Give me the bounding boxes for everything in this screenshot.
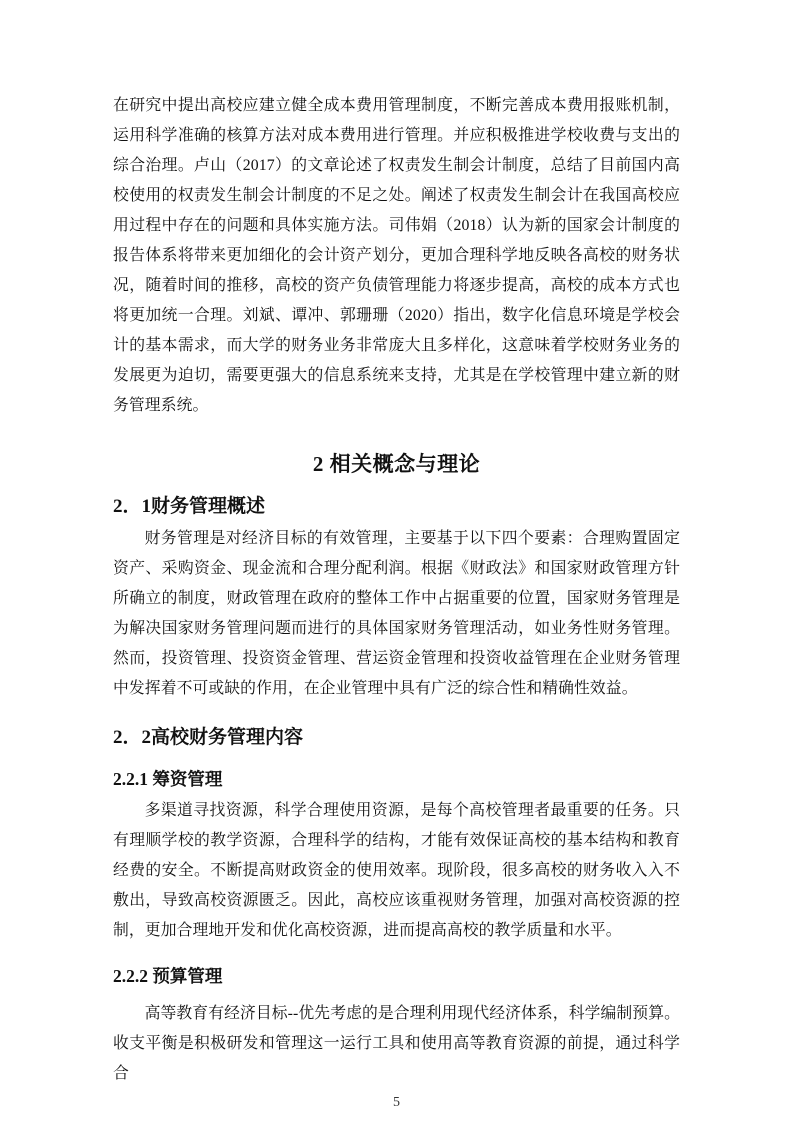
subsection-heading-2-2-2: 2.2.2 预算管理 — [113, 966, 223, 986]
section-heading-2-1: 2．1财务管理概述 — [113, 496, 266, 517]
page-number: 5 — [393, 1095, 400, 1110]
subsection-2-2-2-paragraph: 高等教育有经济目标--优先考虑的是合理利用现代经济体系，科学编制预算。收支平衡是积极研发和管理这一运行工具和使用高等教育资源的前提，通过科学合 — [113, 1005, 680, 1082]
subsection-heading-2-2-1: 2.2.1 筹资管理 — [113, 769, 223, 789]
section-2-1-paragraph: 财务管理是对经济目标的有效管理，主要基于以下四个要素：合理购置固定资产、采购资金、现金流和合理分配利润。根据《财政法》和国家财政管理方针所确立的制度，财政管理在政府的整体工作中占据重要的位置，国家财务管理是为解决国家财务管理问题而进行的具体国家财务管理活动，如业务性财务管理。然而，投资管理、投资资金管理、营运资金管理和投资收益管理在企业财务管理中发挥着不可或缺的作用，在企业管理中具有广泛的综合性和精确性效益。 — [113, 530, 680, 697]
subsection-2-2-1-paragraph: 多渠道寻找资源，科学合理使用资源，是每个高校管理者最重要的任务。只有理顺学校的教学资源，合理科学的结构，才能有效保证高校的基本结构和教育经费的安全。不断提高财政资金的使用效率。现阶段，很多高校的财务收入入不敷出，导致高校资源匮乏。因此，高校应该重视财务管理，加强对高校资源的控制，更加合理地开发和优化高校资源，进而提高高校的教学质量和水平。 — [113, 802, 680, 939]
intro-paragraph: 在研究中提出高校应建立健全成本费用管理制度，不断完善成本费用报账机制，运用科学准确的核算方法对成本费用进行管理。并应积极推进学校收费与支出的综合治理。卢山（2017）的文章论述了权责发生制会计制度，总结了目前国内高校使用的权责发生制会计制度的不足之处。阐述了权责发生制会计在我国高校应用过程中存在的问题和具体实施方法。司伟娟（2018）认为新的国家会计制度的报告体系将带来更加细化的会计资产划分，更加合理科学地反映各高校的财务状况，随着时间的推移，高校的资产负债管理能力将逐步提高，高校的成本方式也将更加统一合理。刘斌、谭冲、郭珊珊（2020）指出，数字化信息环境是学校会计的基本需求，而大学的财务业务非常庞大且多样化，这意味着学校财务业务的发展更为迫切，需要更强大的信息系统来支持，尤其是在学校管理中建立新的财务管理系统。 — [113, 97, 680, 414]
chapter-heading: 2 相关概念与理论 — [312, 452, 481, 476]
section-heading-2-2: 2．2高校财务管理内容 — [113, 727, 304, 748]
